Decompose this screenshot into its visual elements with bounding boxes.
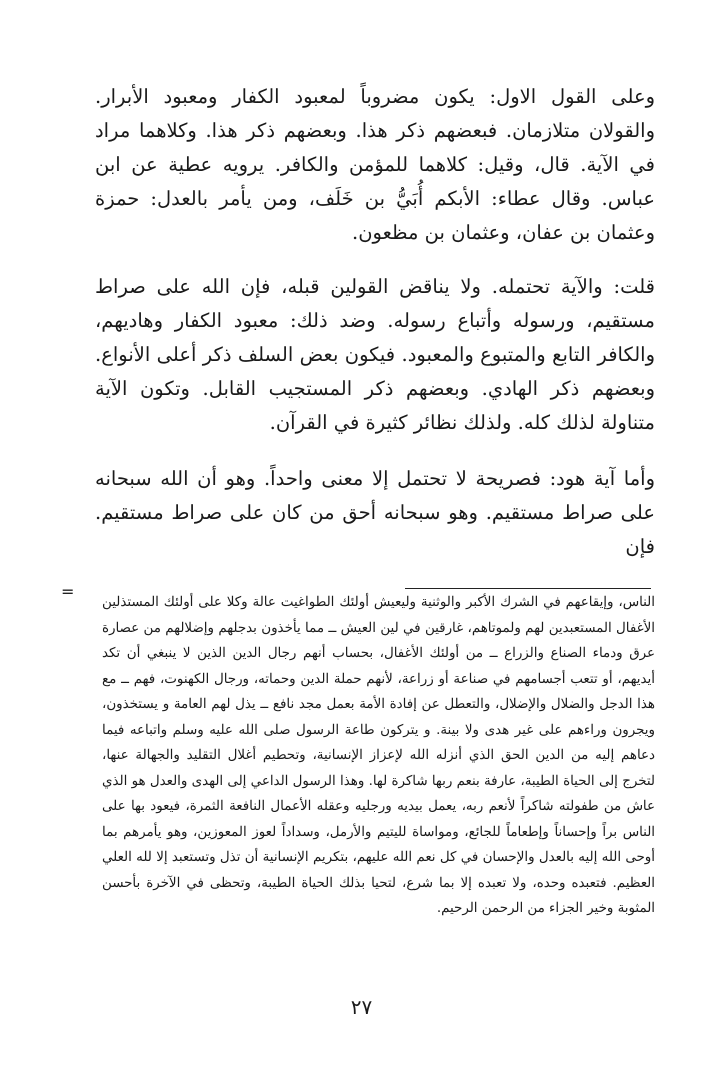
paragraph-1: وعلى القول الاول: يكون مضروباً لمعبود الكفار ومعبود الأبرار. والقولان متلازمان. فبعضهم ذكر هذا. وبعضهم ذكر هذا. وكلاهما مراد في الآية. قال، وقيل: كلاهما للمؤمن والكافر. يرويه عطية عن ابن عباس. وقال عطاء: الأبكم أُبَيُّ بن خَلَف، ومن يأمر بالعدل: حمزة وعثمان بن عفان، وعثمان بن مظعون.	[95, 85, 655, 244]
footnote-rule	[405, 588, 651, 589]
paragraph-3: وأما آية هود: فصريحة لا تحتمل إلا معنى واحداً. وهو أن الله سبحانه على صراط مستقيم. وهو سبحانه أحق من كان على صراط مستقيم. فإن	[95, 467, 655, 558]
page-number: ٢٧	[350, 995, 373, 1019]
paragraph-2: قلت: والآية تحتمله. ولا يناقض القولين قبله، فإن الله على صراط مستقيم، ورسوله وأتباع رسوله. وضد ذلك: معبود الكفار وهاديهم، والكافر التابع والمتبوع والمعبود. فيكون بعض السلف ذكر أعلى الأنواع. وبعضهم ذكر الهادي. وبعضهم ذكر المستجيب القابل. وتكون الآية متناولة لذلك كله. ولذلك نظائر كثيرة في القرآن.	[95, 275, 655, 434]
main-text	[95, 80, 655, 564]
footnote-text: الناس، وإيقاعهم في الشرك الأكبر والوثنية وليعيش أولئك الطواغيت عالة وكلا على أولئك المستذلين الأغفال المستعبدين لهم ولموتاهم، غارقين في لين العيش ــ مما يأخذون بدجلهم وإضلالهم من عصارة عرق ودماء الصناع والزراع ــ من أولئك الأغفال، بحساب أنهم رجال الدين الذين لا ينبغي أن تكد أيديهم، أو تتعب أجسامهم في صناعة أو زراعة، لأنهم حملة الدين وحماته، ورجال الكهنوت، فهم ــ مع هذا الدجل والضلال والإضلال، والتعطل عن إفادة الأمة بعمل مجد نافع ــ يذل لهم العامة و يستخذون، ويجرون وراءهم على غير هدى ولا بينة. و يتركون طاعة الرسول صلى الله عليه وسلم واتباعه فيما دعاهم إليه من الدين الحق الذي أنزله الله لإعزاز الإنسانية، وتحطيم أغلال التقليد والجهالة عنها، لتخرج إلى الحياة الطيبة، عارفة بنعم ربها شاكرة لها. وهذا الرسول الداعي إلى الهدى والعدل هو الذي عاش من طفولته شاكراً لأنعم ربه، يعمل بيديه ورجليه وعقله الأعمال النافعة الثمرة، فيعود بها على الناس براً وإحساناً وإطعاماً للجائع، ومواساة لليتيم والأرمل، وسداداً لعوز المعوزين، وهو يأمرهم بما أوحى الله إليه بالعدل والإحسان في كل نعم الله عليهم، بتكريم الإنسانية أن تذل وتستعبد إلا لله العلي العظيم. فتعبده وحده، ولا تعبده إلا بما شرع، لتحيا بذلك الحياة الطيبة، وتحظى في الآخرة بأحسن المثوبة وخير الجزاء من الرحمن الرحيم.	[102, 595, 655, 916]
footnote-continuation-mark: =	[61, 582, 75, 601]
